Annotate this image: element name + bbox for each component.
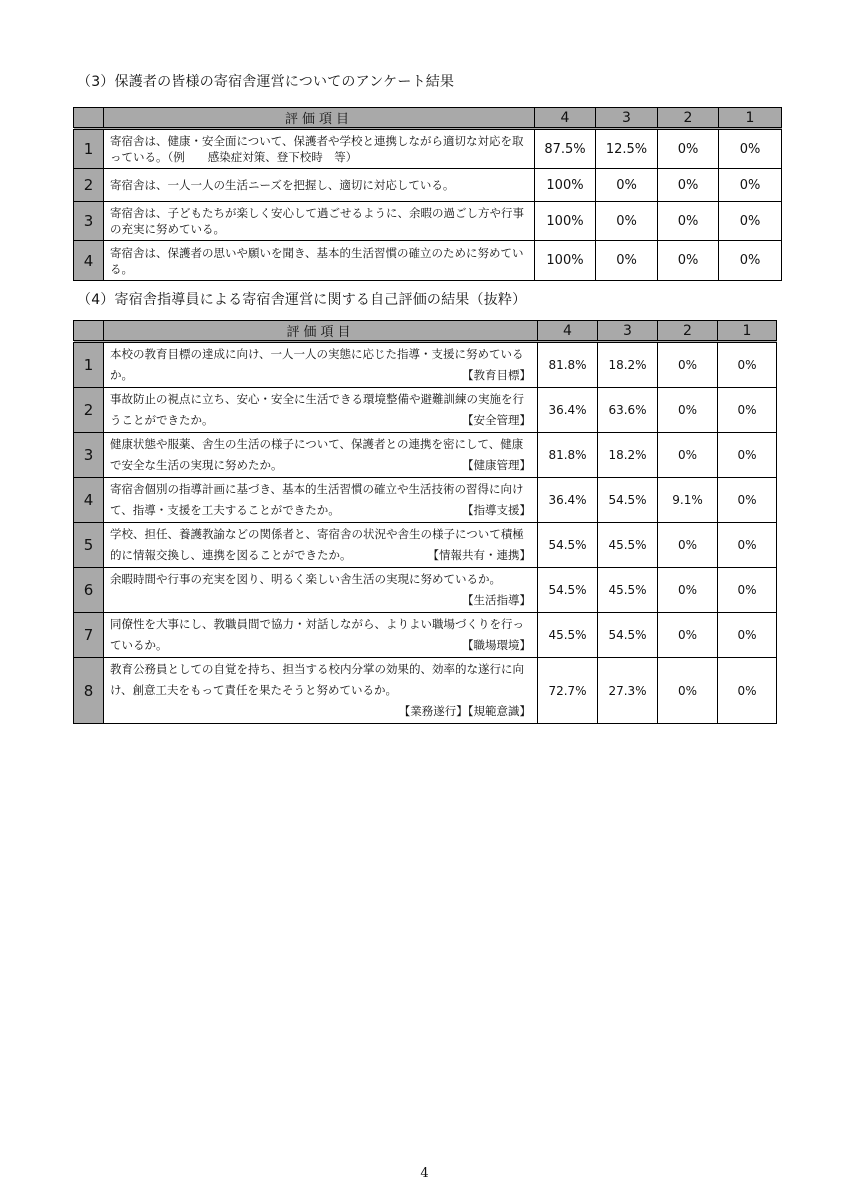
value-score-4: 72.7% [538, 658, 598, 724]
item-text: 同僚性を大事にし、教職員間で協力・対話しながら、よりよい職場づくりを行っているか。 [110, 617, 524, 652]
category-tag: 【情報共有・連携】 [427, 548, 531, 562]
value-score-2: 0% [658, 433, 718, 478]
row-number: 6 [74, 568, 104, 613]
item-text: 学校、担任、養護教諭などの関係者と、寄宿舎の状況や舎生の様子について積極的に情報交換し、連携を図ることができたか。 [110, 527, 524, 562]
row-item [104, 433, 538, 478]
row-number: 8 [74, 658, 104, 724]
value-score-2: 0% [658, 523, 718, 568]
value-score-2: 0% [658, 169, 719, 202]
value-score-3: 0% [596, 202, 658, 241]
value-score-1: 0% [719, 202, 782, 241]
row-number: 4 [74, 478, 104, 523]
row-item [104, 523, 538, 568]
value-score-1: 0% [719, 129, 782, 169]
category-tag: 【生活指導】 [462, 593, 531, 607]
row-number: 7 [74, 613, 104, 658]
item-text: 健康状態や服薬、舎生の生活の様子について、保護者との連携を密にして、健康で安全な生活の実現に努めたか。 [110, 437, 524, 472]
category-tag: 【教育目標】 [462, 368, 531, 382]
header-score-4: 4 [538, 321, 598, 342]
section4-title: （4）寄宿舎指導員による寄宿舎運営に関する自己評価の結果（抜粋） [77, 292, 527, 308]
row-number: 4 [74, 241, 104, 281]
table-header-row [74, 321, 777, 342]
value-score-1: 0% [718, 342, 777, 388]
value-score-3: 0% [596, 241, 658, 281]
row-item [104, 478, 538, 523]
value-score-4: 87.5% [535, 129, 596, 169]
row-number: 3 [74, 202, 104, 241]
table-row [74, 523, 777, 568]
value-score-2: 0% [658, 568, 718, 613]
table-row [74, 388, 777, 433]
value-score-1: 0% [718, 658, 777, 724]
value-score-4: 81.8% [538, 342, 598, 388]
value-score-2: 0% [658, 388, 718, 433]
row-number: 1 [74, 342, 104, 388]
header-score-3: 3 [596, 108, 658, 129]
header-num [74, 108, 104, 129]
table-row [74, 613, 777, 658]
value-score-1: 0% [718, 568, 777, 613]
row-item [104, 658, 538, 724]
value-score-4: 54.5% [538, 568, 598, 613]
item-text: 余暇時間や行事の充実を図り、明るく楽しい舎生活の実現に努めているか。 [110, 572, 501, 586]
row-item: 寄宿舎は、子どもたちが楽しく安心して過ごせるように、余暇の過ごし方や行事の充実に努めている。 [104, 202, 535, 241]
value-score-2: 0% [658, 342, 718, 388]
value-score-3: 12.5% [596, 129, 658, 169]
table-header-row [74, 108, 782, 129]
item-text: 寄宿舎個別の指導計画に基づき、基本的生活習慣の確立や生活技術の習得に向けて、指導・支援を工夫することができたか。 [110, 482, 524, 517]
row-number: 2 [74, 169, 104, 202]
table-row [74, 478, 777, 523]
value-score-1: 0% [718, 523, 777, 568]
category-tag: 【職場環境】 [462, 638, 531, 652]
header-score-3: 3 [598, 321, 658, 342]
table-row [74, 568, 777, 613]
value-score-4: 54.5% [538, 523, 598, 568]
value-score-4: 81.8% [538, 433, 598, 478]
value-score-4: 100% [535, 241, 596, 281]
table-row [74, 658, 777, 724]
value-score-3: 18.2% [598, 433, 658, 478]
value-score-4: 36.4% [538, 388, 598, 433]
value-score-3: 45.5% [598, 568, 658, 613]
value-score-3: 27.3% [598, 658, 658, 724]
table-row [74, 169, 782, 202]
value-score-1: 0% [718, 613, 777, 658]
value-score-4: 100% [535, 202, 596, 241]
category-tag: 【健康管理】 [462, 458, 531, 472]
row-item [104, 388, 538, 433]
row-number: 3 [74, 433, 104, 478]
value-score-4: 100% [535, 169, 596, 202]
section3-title: （3）保護者の皆様の寄宿舎運営についてのアンケート結果 [77, 74, 455, 90]
value-score-2: 0% [658, 129, 719, 169]
value-score-1: 0% [719, 169, 782, 202]
table-row [74, 342, 777, 388]
category-tag: 【指導支援】 [462, 503, 531, 517]
value-score-2: 0% [658, 613, 718, 658]
value-score-1: 0% [719, 241, 782, 281]
row-item [104, 613, 538, 658]
header-score-1: 1 [719, 108, 782, 129]
row-number: 5 [74, 523, 104, 568]
parent-survey-table [73, 107, 782, 281]
row-number: 1 [74, 129, 104, 169]
value-score-2: 9.1% [658, 478, 718, 523]
staff-self-evaluation-table [73, 320, 777, 724]
header-item: 評価項目 [104, 108, 535, 129]
category-tag: 【業務遂行】【規範意識】 [398, 704, 531, 718]
row-item: 寄宿舎は、一人一人の生活ニーズを把握し、適切に対応している。 [104, 169, 535, 202]
item-text: 教育公務員としての自覚を持ち、担当する校内分掌の効果的、効率的な遂行に向け、創意工夫をもって責任を果たそうと努めているか。 [110, 662, 524, 697]
value-score-3: 54.5% [598, 613, 658, 658]
table-row [74, 129, 782, 169]
table-row [74, 241, 782, 281]
value-score-1: 0% [718, 433, 777, 478]
value-score-3: 18.2% [598, 342, 658, 388]
value-score-4: 36.4% [538, 478, 598, 523]
page-number: 4 [420, 1166, 429, 1181]
header-score-2: 2 [658, 108, 719, 129]
value-score-1: 0% [718, 478, 777, 523]
header-score-4: 4 [535, 108, 596, 129]
row-number: 2 [74, 388, 104, 433]
row-item: 寄宿舎は、保護者の思いや願いを聞き、基本的生活習慣の確立のために努めている。 [104, 241, 535, 281]
row-item [104, 342, 538, 388]
header-score-2: 2 [658, 321, 718, 342]
value-score-4: 45.5% [538, 613, 598, 658]
value-score-3: 54.5% [598, 478, 658, 523]
value-score-2: 0% [658, 658, 718, 724]
value-score-2: 0% [658, 202, 719, 241]
row-item [104, 568, 538, 613]
header-num [74, 321, 104, 342]
header-item: 評価項目 [104, 321, 538, 342]
value-score-3: 45.5% [598, 523, 658, 568]
table-row [74, 433, 777, 478]
value-score-3: 63.6% [598, 388, 658, 433]
category-tag: 【安全管理】 [462, 413, 531, 427]
value-score-2: 0% [658, 241, 719, 281]
header-score-1: 1 [718, 321, 777, 342]
row-item: 寄宿舎は、健康・安全面について、保護者や学校と連携しながら適切な対応を取っている。（例 感染症対策、登下校時 等） [104, 129, 535, 169]
table-row [74, 202, 782, 241]
value-score-1: 0% [718, 388, 777, 433]
value-score-3: 0% [596, 169, 658, 202]
item-text: 事故防止の視点に立ち、安心・安全に生活できる環境整備や避難訓練の実施を行うことができたか。 [110, 392, 524, 427]
item-text: 本校の教育目標の達成に向け、一人一人の実態に応じた指導・支援に努めているか。 [110, 347, 524, 382]
